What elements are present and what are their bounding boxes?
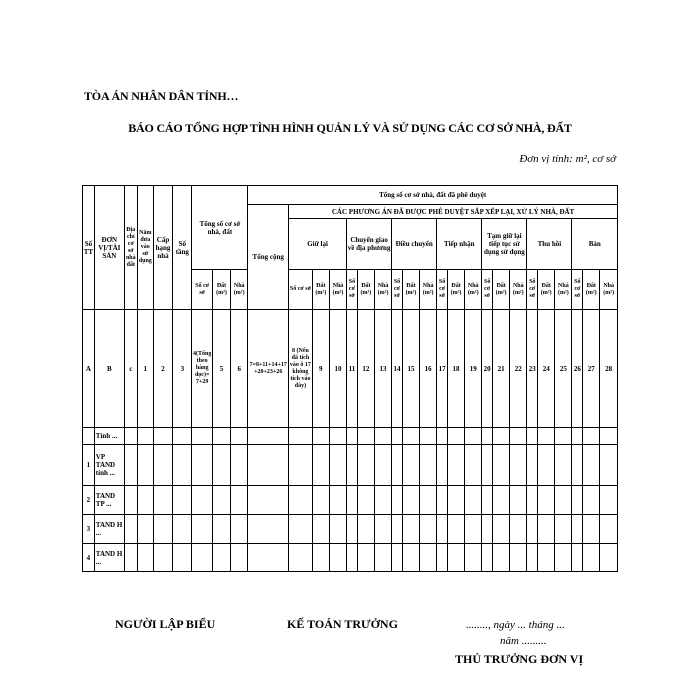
row-stt: 4 [83, 544, 95, 572]
code-cell: 23 [527, 310, 538, 428]
code-cell: 5 [212, 310, 230, 428]
code-cell: 8 (Nếu đã tích vào ô 17 không tích vào đây) [289, 310, 313, 428]
row-stt: 3 [83, 515, 95, 544]
row-name: Tỉnh ... [94, 428, 124, 445]
header-unit: ĐƠN VỊ/TÀI SẢN [94, 186, 124, 310]
sub-house: Nhà (m²) [329, 270, 346, 310]
code-cell: 17 [437, 310, 448, 428]
sub-land: Đất (m²) [312, 270, 329, 310]
sub-land: Đất (m²) [583, 270, 600, 310]
sub-count: Số cơ sở [527, 270, 538, 310]
plan-recover: Thu hồi [527, 219, 572, 270]
header-floors: Số tầng [173, 186, 192, 310]
code-cell: 19 [465, 310, 482, 428]
code-cell: 22 [510, 310, 527, 428]
sub-count: Số cơ sở [289, 270, 313, 310]
code-cell: 7=8+11+14+17+20+23+26 [248, 310, 289, 428]
preparer-signature: NGƯỜI LẬP BIỂU [115, 617, 216, 631]
sub-house: Nhà (m²) [465, 270, 482, 310]
code-cell: 25 [555, 310, 572, 428]
code-cell: 6 [231, 310, 248, 428]
head-signature: THỦ TRƯỞNG ĐƠN VỊ [455, 652, 584, 666]
code-cell: 4(Tổng theo hàng dọc)= 7+29 [192, 310, 212, 428]
plan-reassign: Điều chuyển [392, 219, 437, 270]
code-cell: 20 [482, 310, 493, 428]
code-cell: c [124, 310, 137, 428]
row-name: TAND H ... [94, 515, 124, 544]
row-stt: 1 [83, 445, 95, 486]
header-stt: Số TT [83, 186, 95, 310]
sub-house: Nhà (m²) [510, 270, 527, 310]
code-cell: 9 [312, 310, 329, 428]
sub-house: Nhà (m²) [555, 270, 572, 310]
header-grade: Cấp hạng nhà [153, 186, 172, 310]
sub-house: Nhà (m²) [374, 270, 391, 310]
row-name: TAND TP ... [94, 486, 124, 515]
code-cell: 21 [493, 310, 510, 428]
sub-land: Đất (m²) [538, 270, 555, 310]
code-cell: 15 [402, 310, 419, 428]
sub-land: Đất (m²) [447, 270, 464, 310]
code-cell: 13 [374, 310, 391, 428]
sub-count: Số cơ sở [437, 270, 448, 310]
sub-count: Số cơ sở [192, 270, 212, 310]
row-stt: 2 [83, 486, 95, 515]
sub-house: Nhà (m²) [231, 270, 248, 310]
header-year: Năm đưa vào sử dụng [137, 186, 153, 310]
sub-land: Đất (m²) [493, 270, 510, 310]
table-row [83, 515, 618, 544]
sub-count: Số cơ sở [392, 270, 403, 310]
code-cell: 12 [357, 310, 374, 428]
code-cell: 11 [347, 310, 358, 428]
accountant-signature: KẾ TOÁN TRƯỞNG [287, 617, 398, 631]
code-cell: 2 [153, 310, 172, 428]
row-name: VP TAND tỉnh ... [94, 445, 124, 486]
year-line: năm ......... [500, 635, 547, 647]
plan-keep: Giữ lại [289, 219, 347, 270]
code-cell: 14 [392, 310, 403, 428]
sub-count: Số cơ sở [482, 270, 493, 310]
code-cell: 27 [583, 310, 600, 428]
header-approved: Tổng số cơ sở nhà, đất đã phê duyệt [248, 186, 618, 205]
sub-count: Số cơ sở [572, 270, 583, 310]
code-cell: 28 [600, 310, 618, 428]
code-cell: 3 [173, 310, 192, 428]
plan-transfer-local: Chuyển giao về địa phương [347, 219, 392, 270]
code-cell: 24 [538, 310, 555, 428]
code-cell: 1 [137, 310, 153, 428]
code-cell: B [94, 310, 124, 428]
header-plans: CÁC PHƯƠNG ÁN ĐÃ ĐƯỢC PHÊ DUYỆT SẮP XẾP LẠI, XỬ LÝ NHÀ, ĐẤT [289, 205, 618, 219]
code-cell: A [83, 310, 95, 428]
court-name: TÒA ÁN NHÂN DÂN TỈNH… [84, 89, 239, 103]
plan-sell: Bán [572, 219, 618, 270]
code-cell: 16 [420, 310, 437, 428]
sub-house: Nhà (m²) [600, 270, 618, 310]
table-row [83, 445, 618, 486]
header-total: Tổng cộng [248, 205, 289, 310]
sub-land: Đất (m²) [357, 270, 374, 310]
plan-temporary: Tạm giữ lại tiếp tục sử dụng sử dụng [482, 219, 527, 270]
unit-label: Đơn vị tính: m², cơ sở [519, 153, 616, 165]
report-table [82, 185, 618, 572]
code-cell: 26 [572, 310, 583, 428]
code-cell: 10 [329, 310, 346, 428]
table-row [83, 544, 618, 572]
sub-land: Đất (m²) [402, 270, 419, 310]
header-total-facilities: Tổng số cơ sở nhà, đất [192, 186, 248, 270]
sub-land: Đất (m²) [212, 270, 230, 310]
sub-house: Nhà (m²) [420, 270, 437, 310]
row-name: TAND H ... [94, 544, 124, 572]
table-row [83, 486, 618, 515]
row-stt [83, 428, 95, 445]
header-address: Địa chỉ cơ sở nhà đất [124, 186, 137, 310]
plan-receive: Tiếp nhận [437, 219, 482, 270]
sub-count: Số cơ sở [347, 270, 358, 310]
report-title: BÁO CÁO TỔNG HỢP TÌNH HÌNH QUẢN LÝ VÀ SỬ DỤNG CÁC CƠ SỞ NHÀ, ĐẤT [128, 121, 572, 135]
date-line: ........, ngày ... tháng ... [466, 619, 565, 631]
table-row [83, 428, 618, 445]
code-cell: 18 [447, 310, 464, 428]
